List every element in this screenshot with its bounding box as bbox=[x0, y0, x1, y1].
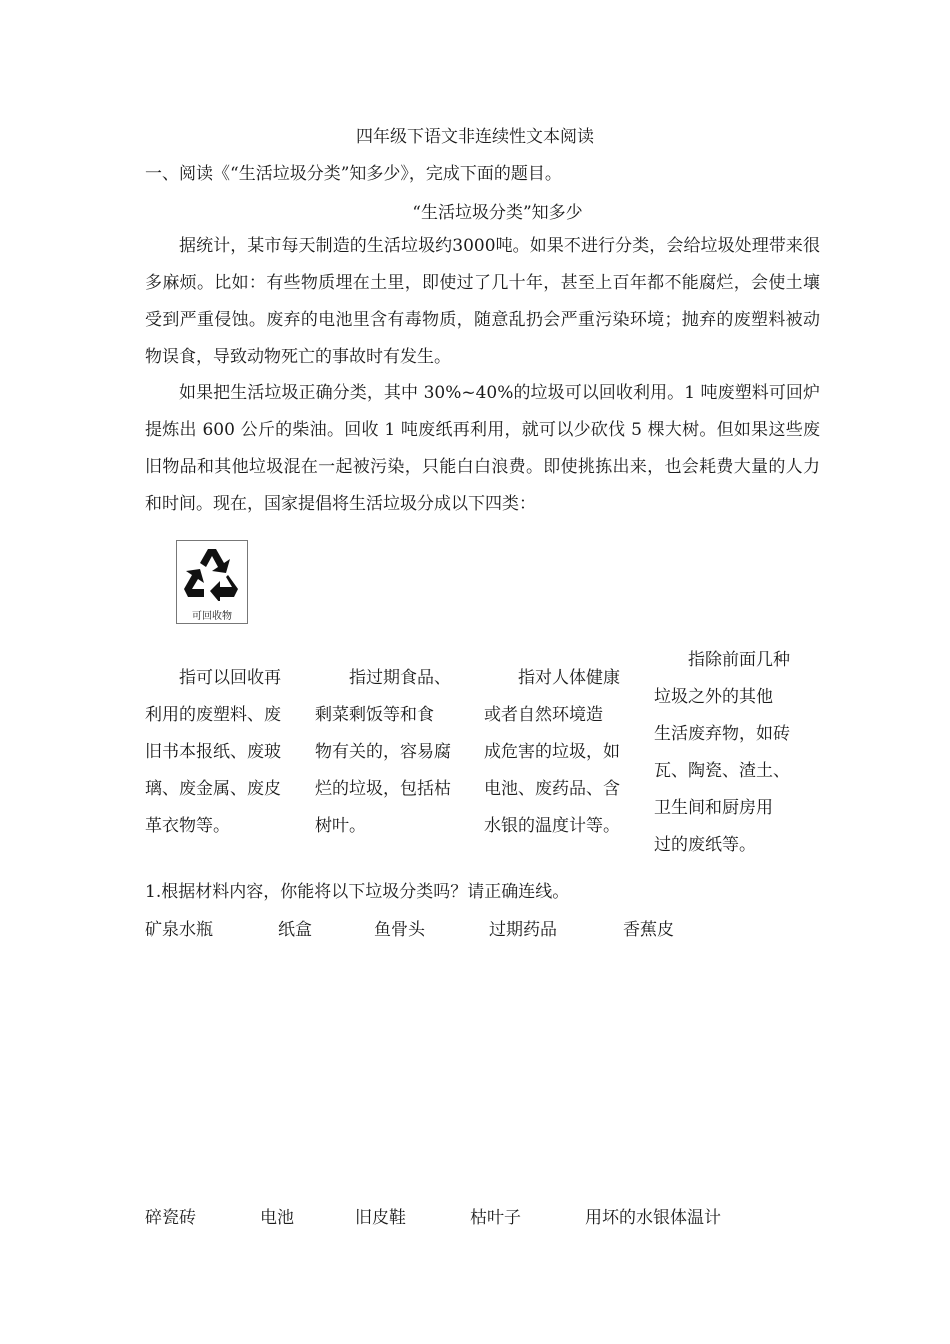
waste-item-mercury-thermometer: 用坏的水银体温计 bbox=[585, 1208, 721, 1228]
description-line: 旧书本报纸、废玻 bbox=[145, 742, 281, 762]
recyclable-logo bbox=[176, 540, 248, 624]
category-other-description bbox=[654, 642, 814, 864]
waste-item-battery: 电池 bbox=[260, 1208, 294, 1228]
description-line: 卫生间和厨房用 bbox=[654, 798, 773, 818]
description-line: 革衣物等。 bbox=[145, 816, 230, 836]
waste-item-mineral-water-bottle: 矿泉水瓶 bbox=[145, 920, 213, 940]
question-1: 1.根据材料内容，你能将以下垃圾分类吗？请正确连线。 bbox=[145, 882, 570, 902]
waste-item-banana-peel: 香蕉皮 bbox=[623, 920, 674, 940]
description-line: 树叶。 bbox=[315, 816, 366, 836]
description-line: 垃圾之外的其他 bbox=[654, 687, 773, 707]
paragraph-1: 据统计，某市每天制造的生活垃圾约3000吨。如果不进行分类，会给垃圾处理带来很多麻烦。比如：有些物质埋在土里，即使过了几十年，甚至上百年都不能腐烂，会使土壤受到严重侵蚀。废弃的电池里含有毒物质，随意乱扔会严重污染环境；抛弃的废塑料被动物误食，导致动物死亡的事故时有发生。 bbox=[145, 236, 820, 367]
description-line: 电池、废药品、含 bbox=[484, 779, 620, 799]
description-line: 生活废弃物，如砖 bbox=[654, 724, 790, 744]
waste-item-dead-leaves: 枯叶子 bbox=[470, 1208, 521, 1228]
waste-item-expired-medicine: 过期药品 bbox=[489, 920, 557, 940]
description-line: 璃、废金属、废皮 bbox=[145, 779, 281, 799]
description-line: 利用的废塑料、废 bbox=[145, 705, 281, 725]
description-line: 物有关的，容易腐 bbox=[315, 742, 451, 762]
description-line: 或者自然环境造 bbox=[484, 705, 603, 725]
description-line: 水银的温度计等。 bbox=[484, 816, 620, 836]
recyclable-label: 可回收物 bbox=[192, 611, 232, 622]
category-hazardous-description bbox=[484, 660, 644, 845]
description-line: 剩菜剩饭等和食 bbox=[315, 705, 434, 725]
description-line: 指除前面几种 bbox=[654, 650, 790, 670]
waste-item-old-shoes: 旧皮鞋 bbox=[355, 1208, 406, 1228]
description-line: 过的废纸等。 bbox=[654, 835, 756, 855]
description-line: 成危害的垃圾，如 bbox=[484, 742, 620, 762]
recycle-icon bbox=[180, 543, 244, 601]
description-line: 指过期食品、 bbox=[315, 668, 451, 688]
waste-item-paper-box: 纸盒 bbox=[278, 920, 312, 940]
waste-item-broken-tile: 碎瓷砖 bbox=[145, 1208, 196, 1228]
document-title: 四年级下语文非连续性文本阅读 bbox=[356, 127, 594, 147]
paragraph-2: 如果把生活垃圾正确分类，其中 30%~40%的垃圾可以回收利用。1 吨废塑料可回炉提炼出 600 公斤的柴油。回收 1 吨废纸再利用，就可以少砍伐 5 棵大树。但如果这些废旧物品和其他垃圾混在一起被污染，只能白白浪费。即使挑拣出来，也会耗费大量的人力和时间。现在，国家提倡将生活垃圾分成以下四类： bbox=[145, 383, 820, 514]
category-kitchen-description bbox=[315, 660, 475, 845]
article-title: “生活垃圾分类”知多少 bbox=[412, 203, 583, 223]
category-recyclable-description bbox=[145, 660, 305, 845]
description-line: 指可以回收再 bbox=[145, 668, 281, 688]
waste-item-fish-bone: 鱼骨头 bbox=[374, 920, 425, 940]
section-heading: 一、阅读《“生活垃圾分类”知多少》，完成下面的题目。 bbox=[145, 164, 562, 184]
description-line: 烂的垃圾，包括枯 bbox=[315, 779, 451, 799]
description-line: 指对人体健康 bbox=[484, 668, 620, 688]
description-line: 瓦、陶瓷、渣土、 bbox=[654, 761, 790, 781]
